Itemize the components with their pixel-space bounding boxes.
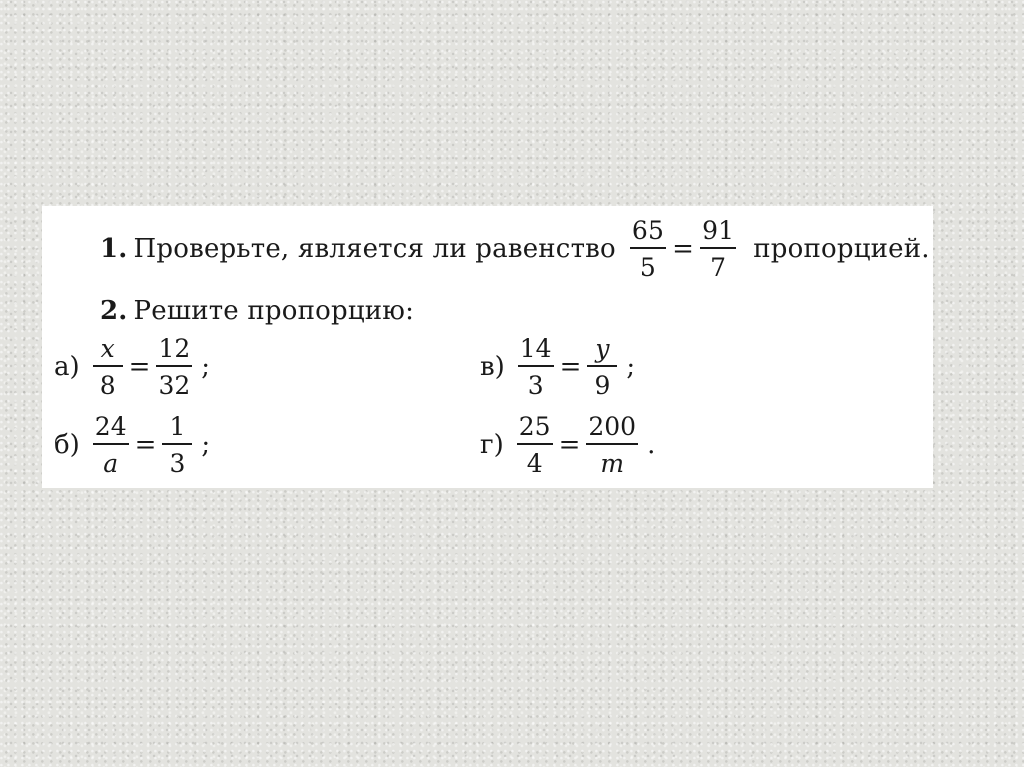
item-end-punct: ; (201, 352, 211, 382)
denominator: m (600, 449, 625, 478)
item-end-punct: ; (626, 352, 636, 382)
proportion-b (54, 414, 210, 476)
proportion-v (480, 336, 635, 398)
item-label: в) (480, 352, 505, 382)
equals-sign: = (128, 352, 151, 382)
fraction-left (518, 336, 554, 398)
task-2-text: Решите пропорцию: (133, 296, 415, 326)
numerator: 25 (517, 414, 553, 445)
denominator: 3 (169, 449, 186, 478)
denominator: 9 (594, 371, 611, 400)
denominator: 7 (710, 253, 727, 282)
denominator: a (103, 449, 119, 478)
equals-sign: = (559, 352, 582, 382)
numerator: 24 (93, 414, 129, 445)
task-1-text-after: пропорцией. (753, 234, 930, 264)
fraction-right (156, 336, 192, 398)
fraction-right (162, 414, 192, 476)
denominator: 32 (158, 371, 191, 400)
fraction-left (93, 336, 123, 398)
numerator: x (93, 336, 123, 367)
item-label: г) (480, 430, 504, 460)
numerator: 200 (586, 414, 638, 445)
numerator: 12 (156, 336, 192, 367)
exercise-card (42, 206, 933, 488)
denominator: 3 (527, 371, 544, 400)
item-end-punct: . (647, 430, 656, 460)
proportion-g (480, 414, 655, 476)
task-1-text: Проверьте, является ли равенство (133, 234, 616, 264)
task-2-number: 2. (100, 296, 128, 326)
equals-sign: = (558, 430, 581, 460)
fraction-right (586, 414, 638, 476)
numerator: 91 (700, 218, 736, 249)
task-1-fraction-left (630, 218, 666, 280)
item-label: а) (54, 352, 80, 382)
equals-sign: = (134, 430, 157, 460)
task-1 (100, 218, 930, 280)
denominator: 8 (99, 371, 116, 400)
denominator: 5 (639, 253, 656, 282)
item-label: б) (54, 430, 80, 460)
numerator: 65 (630, 218, 666, 249)
task-1-number: 1. (100, 234, 128, 264)
fraction-left (93, 414, 129, 476)
fraction-left (517, 414, 553, 476)
numerator: 14 (518, 336, 554, 367)
denominator: 4 (526, 449, 543, 478)
item-end-punct: ; (201, 430, 211, 460)
equals-sign: = (672, 234, 695, 264)
task-1-fraction-right (700, 218, 736, 280)
numerator: y (587, 336, 617, 367)
numerator: 1 (162, 414, 192, 445)
task-2-heading (100, 296, 414, 326)
proportion-a (54, 336, 210, 398)
fraction-right (587, 336, 617, 398)
